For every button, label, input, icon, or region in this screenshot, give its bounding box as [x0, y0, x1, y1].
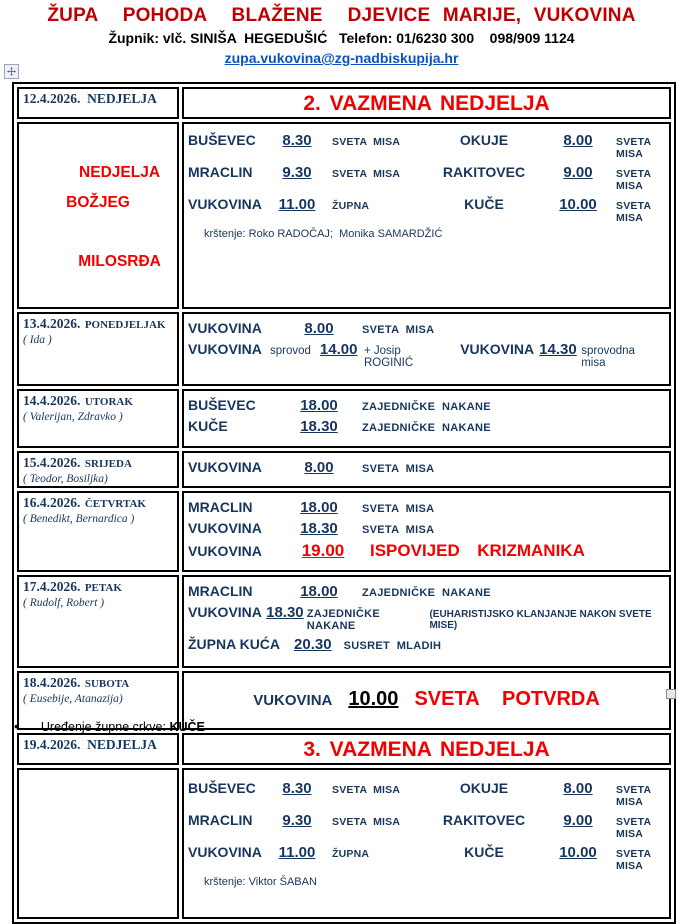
- mass-line: MRACLIN 18.00 ZAJEDNIČKE NAKANE: [188, 582, 491, 600]
- empty-cell: [17, 768, 179, 919]
- baptism-note: krštenje: Roko RADOČAJ; Monika SAMARDŽIĆ: [204, 228, 443, 240]
- mass-line: MRACLIN 9.30 SVETA MISA RAKITOVEC 9.00 SVETA MISA: [188, 811, 658, 840]
- footer-value: KUČE: [169, 720, 205, 734]
- schedule-cell: [182, 491, 671, 572]
- saint-names: ( Ida ): [23, 333, 52, 346]
- confirmation-line: VUKOVINA 10.00 SVETA POTVRDA: [253, 687, 600, 710]
- mass-line: MRACLIN 18.00 SVETA MISA: [188, 498, 435, 516]
- parish-contact-line: Župnik: vlč. SINIŠA HEGEDUŠIĆ Telefon: 01/6230 300 098/909 1124: [108, 30, 575, 46]
- schedule-cell: [182, 312, 671, 386]
- four-way-arrow-icon: [7, 67, 16, 76]
- weekly-schedule-table: [12, 82, 676, 924]
- feast-name-cell: [17, 122, 179, 309]
- footer-label: Uređenje župne crkve:: [40, 720, 170, 734]
- date-label: 12.4.2026. NEDJELJA: [23, 91, 157, 106]
- feast-title: 3. VAZMENA NEDJELJA: [303, 737, 550, 761]
- schedule-cell: [182, 768, 671, 919]
- mass-line: BUŠEVEC 8.30 SVETA MISA OKUJE 8.00 SVETA MISA: [188, 779, 658, 808]
- schedule-cell: [182, 122, 671, 309]
- date-cell: 13.4.2026. PONEDJELJAK ( Ida ): [17, 312, 179, 386]
- saint-names: ( Valerijan, Zdravko ): [23, 410, 123, 423]
- date-cell: 16.4.2026. ČETVRTAK ( Benedikt, Bernardica ): [17, 491, 179, 572]
- document-header: [0, 5, 683, 68]
- table-resize-handle-icon[interactable]: [666, 689, 676, 699]
- feast-cell: [182, 733, 671, 765]
- table-row: [17, 733, 671, 765]
- adoration-note: (EUHARISTIJSKO KLANJANJE NAKON SVETE MISE): [429, 608, 658, 631]
- confirmation-cell: [182, 671, 671, 730]
- table-row: [17, 87, 671, 119]
- mass-line: BUŠEVEC 18.00 ZAJEDNIČKE NAKANE: [188, 396, 491, 414]
- mass-line: VUKOVINA 8.00 SVETA MISA: [188, 458, 435, 476]
- table-row: [17, 122, 671, 309]
- youth-meeting-line: ŽUPNA KUĆA 20.30 SUSRET MLADIH: [188, 635, 442, 653]
- date-cell: 17.4.2026. PETAK ( Rudolf, Robert ): [17, 575, 179, 668]
- parish-title: ŽUPA POHODA BLAŽENE DJEVICE MARIJE, VUKOVINA: [47, 5, 636, 26]
- footer-note: [14, 718, 205, 734]
- confession-line: VUKOVINA 19.00 ISPOVIJED KRIZMANIKA: [188, 540, 585, 560]
- mass-line: VUKOVINA 11.00 ŽUPNA KUČE 10.00 SVETA MISA: [188, 843, 658, 872]
- date-cell: 19.4.2026. NEDJELJA: [17, 733, 179, 765]
- date-cell: 18.4.2026. SUBOTA ( Eusebije, Atanazija): [17, 671, 179, 730]
- mass-line: KUČE 18.30 ZAJEDNIČKE NAKANE: [188, 417, 491, 435]
- table-row: [17, 389, 671, 448]
- saint-names: ( Eusebije, Atanazija): [23, 692, 123, 705]
- baptism-note: krštenje: Viktor ŠABAN: [204, 875, 317, 888]
- mass-line: VUKOVINA 18.30 ZAJEDNIČKE NAKANE (EUHARISTIJSKO KLANJANJE NAKON SVETE MISE): [188, 604, 665, 632]
- bullet-icon: •: [14, 718, 19, 734]
- table-move-handle-icon[interactable]: [4, 64, 19, 79]
- table-row: [17, 575, 671, 668]
- schedule-cell: [182, 451, 671, 488]
- date-cell: 14.4.2026. UTORAK ( Valerijan, Zdravko ): [17, 389, 179, 448]
- mass-line: BUŠEVEC 8.30 SVETA MISA OKUJE 8.00 SVETA MISA: [188, 132, 658, 160]
- parish-email-link[interactable]: zupa.vukovina@zg-nadbiskupija.hr: [224, 50, 459, 66]
- mass-line: VUKOVINA 8.00 SVETA MISA: [188, 319, 435, 337]
- feast-cell: [182, 87, 671, 119]
- table-row: [17, 768, 671, 919]
- mass-line: VUKOVINA 18.30 SVETA MISA: [188, 519, 435, 537]
- table-row: [17, 312, 671, 386]
- date-cell: 15.4.2026. SRIJEDA ( Teodor, Bosiljka): [17, 451, 179, 488]
- date-cell: [17, 87, 179, 119]
- saint-names: ( Benedikt, Bernardica ): [23, 512, 135, 525]
- table-row: [17, 451, 671, 488]
- mass-line: MRACLIN 9.30 SVETA MISA RAKITOVEC 9.00 SVETA MISA: [188, 164, 658, 192]
- feast-title: 2. VAZMENA NEDJELJA: [303, 92, 550, 115]
- feast-name: NEDJELJA BOŽJEG MILOSRĐA: [66, 164, 169, 270]
- saint-names: ( Rudolf, Robert ): [23, 596, 105, 609]
- schedule-cell: [182, 389, 671, 448]
- mass-line: VUKOVINA 11.00 ŽUPNA KUČE 10.00 SVETA MISA: [188, 196, 658, 224]
- table-row: [17, 491, 671, 572]
- saint-names: ( Teodor, Bosiljka): [23, 472, 108, 485]
- schedule-cell: [182, 575, 671, 668]
- funeral-line: VUKOVINA sprovod 14.00 + Josip ROGINIĆ VUKOVINA 14.30 sprovodna misa: [188, 340, 642, 369]
